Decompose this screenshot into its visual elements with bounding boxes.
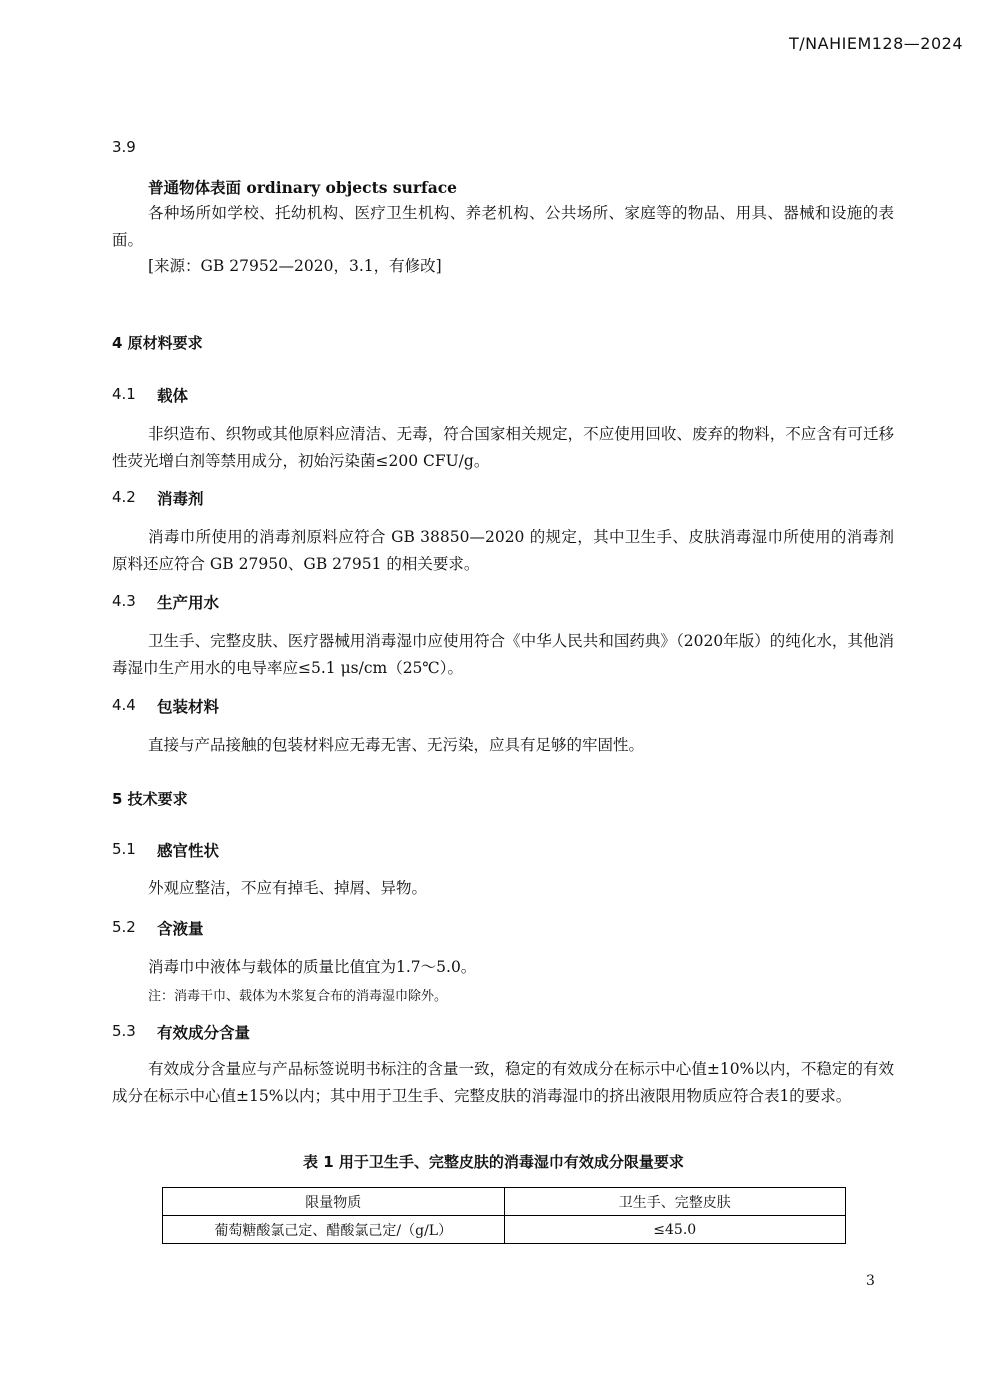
clause-title-5-1: 感官性状 — [157, 841, 220, 860]
term-source: [来源：GB 27952—2020，3.1，有修改] — [148, 257, 442, 275]
table-header-cell: 卫生手、完整皮肤 — [504, 1188, 846, 1216]
clause-text-5-3: 有效成分含量应与产品标签说明书标注的含量一致，稳定的有效成分在标示中心值±10%以内，不稳定的有效成分在标示中心值±15%以内；其中用于卫生手、完整皮肤的消毒湿巾的挤出液限用物质应符合表1的要求。 — [112, 1060, 894, 1105]
table-header-cell: 限量物质 — [163, 1188, 505, 1216]
term-definition: 各种场所如学校、托幼机构、医疗卫生机构、养老机构、公共场所、家庭等的物品、用具、器械和设施的表面。 — [112, 204, 894, 249]
table-cell: 葡萄糖酸氯己定、醋酸氯己定/（g/L） — [163, 1216, 505, 1244]
clause-note-5-2: 注：消毒干巾、载体为木浆复合布的消毒湿巾除外。 — [148, 989, 448, 1004]
clause-title-4-3: 生产用水 — [157, 593, 220, 612]
clause-text-5-2: 消毒巾中液体与载体的质量比值宜为1.7～5.0。 — [148, 958, 477, 976]
limit-table — [162, 1187, 846, 1244]
clause-number-4-4: 4.4 — [112, 696, 136, 714]
clause-text-4-4: 直接与产品接触的包装材料应无毒无害、无污染，应具有足够的牢固性。 — [148, 736, 645, 754]
table-caption: 表 1 用于卫生手、完整皮肤的消毒湿巾有效成分限量要求 — [303, 1153, 684, 1171]
clause-number-3-9: 3.9 — [112, 138, 136, 156]
table-row — [163, 1216, 846, 1244]
term-title: 普通物体表面 ordinary objects surface — [148, 178, 458, 197]
clause-text-4-3: 卫生手、完整皮肤、医疗器械用消毒湿巾应使用符合《中华人民共和国药典》（2020年版）的纯化水，其他消毒湿巾生产用水的电导率应≤5.1 μs/cm（25℃）。 — [112, 632, 894, 677]
clause-number-4-1: 4.1 — [112, 385, 136, 403]
table-header-row — [163, 1188, 846, 1216]
clause-text-5-1: 外观应整洁，不应有掉毛、掉屑、异物。 — [148, 879, 428, 897]
clause-title-4-4: 包装材料 — [157, 697, 220, 716]
page-number: 3 — [866, 1273, 875, 1289]
clause-number-4-2: 4.2 — [112, 488, 136, 506]
clause-title-5-3: 有效成分含量 — [157, 1023, 251, 1042]
clause-number-5-1: 5.1 — [112, 840, 136, 858]
clause-title-4-2: 消毒剂 — [157, 489, 204, 508]
clause-text-4-2: 消毒巾所使用的消毒剂原料应符合 GB 38850—2020 的规定，其中卫生手、皮肤消毒湿巾所使用的消毒剂原料还应符合 GB 27950、GB 27951 的相关要求。 — [112, 528, 894, 573]
section-5-heading: 5 技术要求 — [112, 790, 188, 808]
section-4-heading: 4 原材料要求 — [112, 334, 203, 352]
clause-text-4-1: 非织造布、织物或其他原料应清洁、无毒，符合国家相关规定，不应使用回收、废弃的物料，不应含有可迁移性荧光增白剂等禁用成分，初始污染菌≤200 CFU/g。 — [112, 425, 894, 470]
clause-title-4-1: 载体 — [157, 386, 189, 405]
clause-number-5-2: 5.2 — [112, 918, 136, 936]
clause-number-4-3: 4.3 — [112, 592, 136, 610]
document-id-header: T/NAHIEM128—2024 — [789, 34, 963, 53]
clause-number-5-3: 5.3 — [112, 1022, 136, 1040]
clause-title-5-2: 含液量 — [157, 919, 204, 938]
table-cell: ≤45.0 — [504, 1216, 846, 1244]
